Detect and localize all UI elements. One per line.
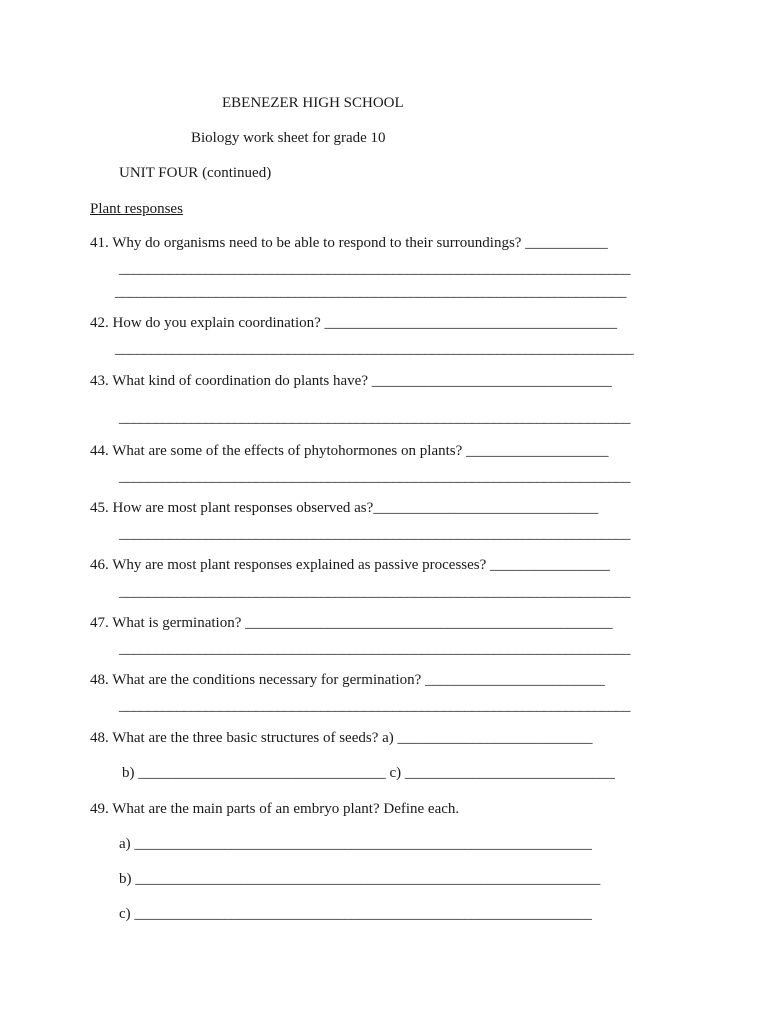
question-43: 43. What kind of coordination do plants have? ________________________________ — [90, 373, 612, 389]
section-title: Plant responses — [90, 201, 183, 217]
question-44: 44. What are some of the effects of phytohormones on plants? ___________________ — [90, 443, 609, 459]
question-46: 46. Why are most plant responses explained as passive processes? ________________ — [90, 557, 611, 573]
answer-line: _______________________________________________________________________ — [119, 526, 631, 542]
question-42: 42. How do you explain coordination? _______________________________________ — [90, 315, 618, 331]
question-49: 49. What are the main parts of an embryo plant? Define each. — [90, 801, 460, 817]
answer-line-a: a) _____________________________________________________________ — [119, 836, 592, 852]
answer-line: _______________________________________________________________________ — [119, 584, 631, 600]
answer-line: _______________________________________________________________________ — [115, 284, 627, 300]
question-48-conditions: 48. What are the conditions necessary for germination? ________________________ — [90, 672, 606, 688]
unit-title: UNIT FOUR (continued) — [119, 165, 272, 181]
question-45: 45. How are most plant responses observed as?______________________________ — [90, 500, 599, 516]
answer-line: _______________________________________________________________________ — [119, 698, 631, 714]
answer-line: _______________________________________________________________________ — [119, 261, 631, 277]
answer-line: _______________________________________________________________________ — [119, 410, 631, 426]
answer-line: ________________________________________________________________________ — [115, 341, 634, 357]
question-48-structures: 48. What are the three basic structures of seeds? a) __________________________ — [90, 730, 593, 746]
worksheet-subtitle: Biology work sheet for grade 10 — [191, 130, 386, 146]
answer-line: _______________________________________________________________________ — [119, 469, 631, 485]
answer-line-b: b) ______________________________________________________________ — [119, 871, 601, 887]
question-41: 41. Why do organisms need to be able to respond to their surroundings? ___________ — [90, 235, 608, 251]
question-47: 47. What is germination? _________________________________________________ — [90, 615, 613, 631]
answer-line: _______________________________________________________________________ — [119, 641, 631, 657]
school-name: EBENEZER HIGH SCHOOL — [222, 95, 404, 111]
answer-line-b-c: b) _________________________________ c) ____________________________ — [122, 765, 615, 781]
answer-line-c: c) _____________________________________________________________ — [119, 906, 592, 922]
